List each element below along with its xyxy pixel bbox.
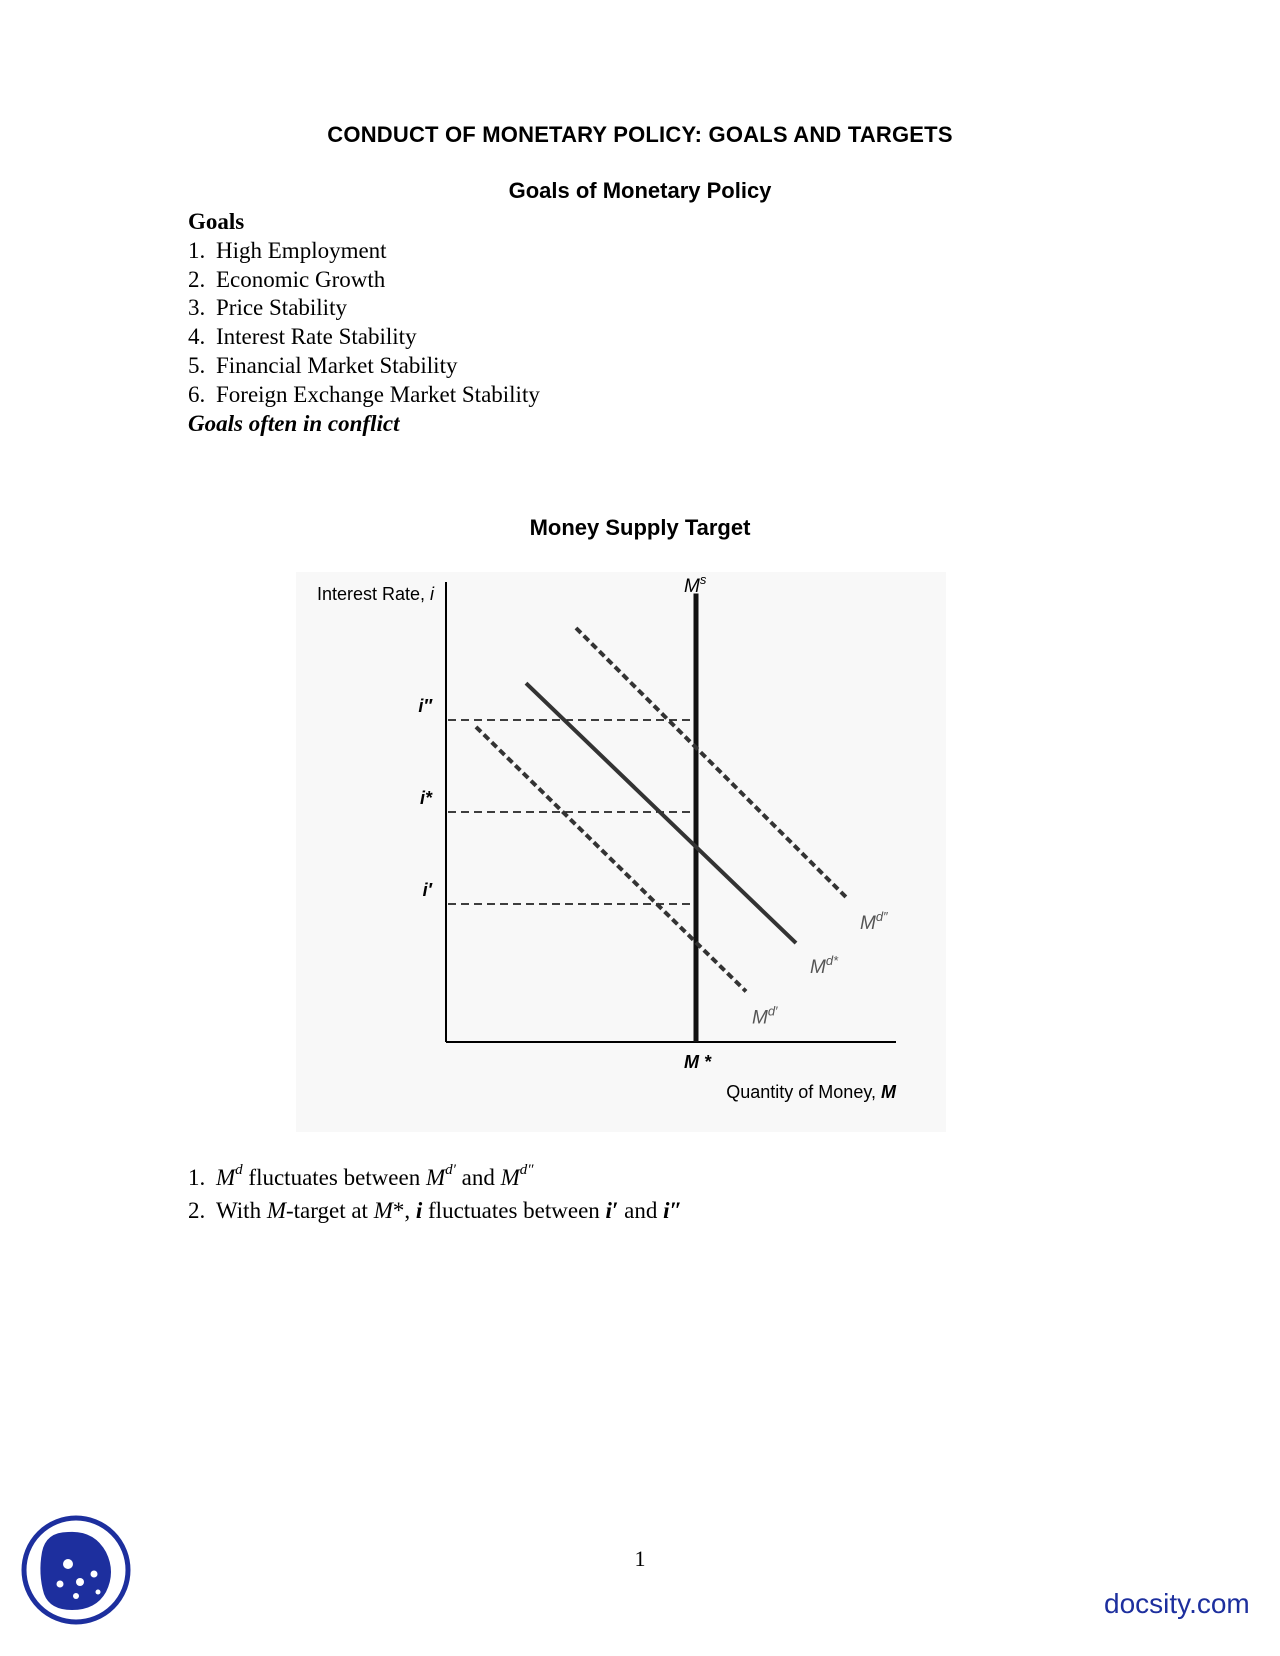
note-superscript: d″	[519, 1162, 534, 1178]
note-text: i	[415, 1198, 423, 1223]
list-number: 1.	[188, 237, 206, 263]
list-text: Financial Market Stability	[216, 352, 458, 378]
note-text: *,	[392, 1198, 416, 1223]
y-axis-label: Interest Rate, i	[316, 584, 434, 604]
series-label: $M^s$	[684, 572, 707, 597]
note-text: i″	[663, 1198, 683, 1223]
note-text: fluctuates between	[422, 1198, 606, 1223]
list-text: Interest Rate Stability	[216, 324, 417, 350]
note-text: i′	[605, 1198, 619, 1223]
note-text: M	[266, 1198, 286, 1223]
list-item	[188, 323, 540, 352]
note-1	[188, 1163, 682, 1196]
list-text: Economic Growth	[216, 266, 386, 292]
series-label: $M^{d*}$	[810, 953, 839, 979]
note-text: M	[216, 1165, 236, 1190]
list-text: Foreign Exchange Market Stability	[216, 381, 540, 407]
list-number: 5.	[188, 352, 206, 378]
money-supply-chart	[296, 572, 946, 1132]
list-number: 4.	[188, 324, 206, 350]
note-text: M	[425, 1165, 446, 1190]
list-text: Price Stability	[216, 295, 347, 321]
docsity-logo-icon	[20, 1514, 132, 1626]
page-number: 1	[634, 1546, 646, 1571]
note-superscript: d′	[445, 1162, 456, 1178]
goals-heading: Goals	[188, 209, 245, 234]
note-text: M	[373, 1198, 393, 1223]
note-text: -target at	[286, 1198, 374, 1223]
list-number: 3.	[188, 295, 206, 321]
list-item	[188, 294, 540, 323]
section-title-goals: Goals of Monetary Policy	[508, 178, 772, 203]
docsity-brand-text: docsity.com	[1104, 1588, 1250, 1619]
x-axis-label: Quantity of Money, M	[726, 1082, 896, 1102]
list-item	[188, 237, 540, 266]
note-number: 2.	[188, 1198, 206, 1223]
note-text: and	[618, 1198, 664, 1223]
chart-notes	[188, 1163, 682, 1226]
list-text: High Employment	[216, 237, 387, 263]
goals-note: Goals often in conflict	[188, 410, 400, 436]
list-item	[188, 266, 540, 295]
note-text: and	[455, 1165, 501, 1190]
note-text: M	[500, 1165, 520, 1190]
y-tick-label: i″	[418, 696, 432, 716]
series-label: $M^{d'}$	[752, 1003, 778, 1029]
note-text: fluctuates between	[242, 1165, 426, 1190]
y-tick-label: i′	[422, 880, 432, 900]
document-title: CONDUCT OF MONETARY POLICY: GOALS AND TARGETS	[327, 122, 953, 147]
chart-background	[296, 572, 946, 1132]
list-item	[188, 381, 540, 410]
list-number: 6.	[188, 381, 206, 407]
list-number: 2.	[188, 266, 206, 292]
list-item	[188, 352, 540, 381]
note-superscript: d	[235, 1162, 243, 1178]
x-tick-label: M *	[684, 1052, 711, 1072]
note-2	[188, 1196, 682, 1226]
note-number: 1.	[188, 1165, 206, 1190]
chart-title: Money Supply Target	[529, 515, 751, 540]
y-tick-label: i*	[419, 788, 432, 808]
goals-list	[188, 208, 540, 438]
series-label: $M^{d''}$	[860, 909, 888, 935]
note-text: With	[216, 1198, 267, 1223]
